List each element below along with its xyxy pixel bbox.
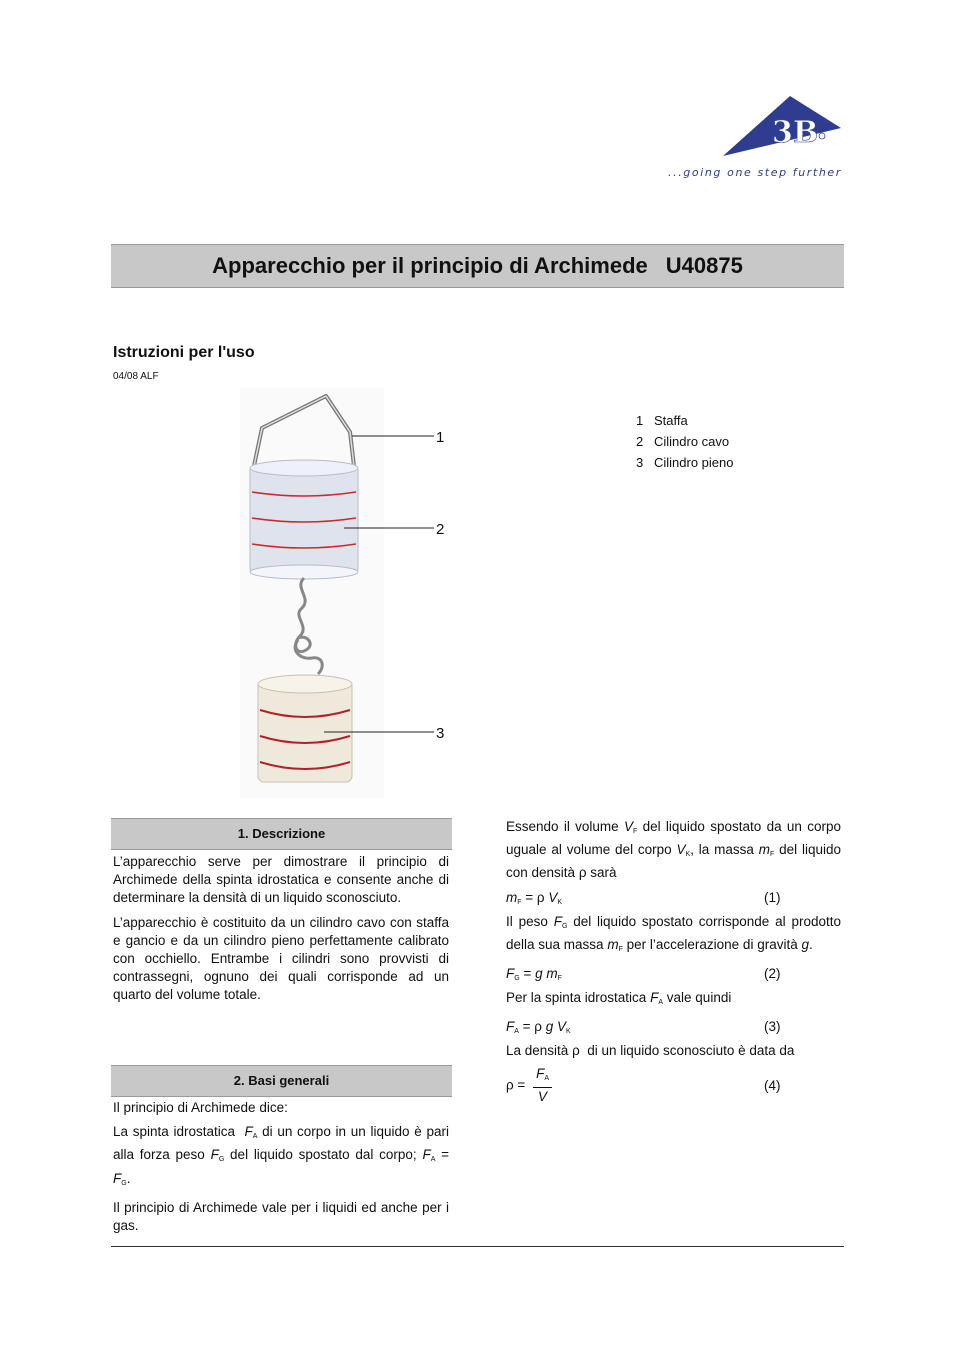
legend-item: 2 Cilindro cavo: [636, 434, 730, 449]
paragraph: La spinta idrostatica $F_A$ di un corpo in un liquido è pari alla forza peso $F_G$ del liquido spostato dal corpo; $F_A = F_G$.: [113, 1124, 449, 1187]
section-heading-basi: 2. Basi generali: [111, 1065, 452, 1097]
paragraph: Il peso $F_G$ del liquido spostato corrisponde al prodotto della sua massa $m_F$ per l’accelerazione di gravità g.: [506, 913, 841, 953]
paragraph: Il principio di Archimede vale per i liquidi ed anche per i gas.: [113, 1199, 449, 1234]
page-title: Apparecchio per il principio di Archimede: [212, 253, 648, 278]
paragraph: L’apparecchio è costituito da un cilindro cavo con staffa e gancio e da un cilindro pieno perfettamente calibrato con occhiello. Entrambe i cilindri sono provvisti di contrassegni, ognuno dei quali corrisponde ad un quarto del volume totale.: [113, 914, 449, 1003]
title-bar: [111, 244, 844, 288]
section-descrizione-body: [113, 853, 449, 1011]
apparatus-figure: [240, 388, 454, 798]
logo-brand: 3B: [772, 115, 819, 150]
footer-rule: [111, 1246, 844, 1247]
legend-item: 1 Staffa: [636, 413, 688, 428]
paragraph: L’apparecchio serve per dimostrare il principio di Archimede della spinta idrostatica e consente anche di determinare la densità di un liquido sconosciuto.: [113, 854, 449, 906]
doc-date: 04/08 ALF: [113, 371, 159, 382]
equation-2: $F_G = g$ $m_F$ (2): [506, 966, 781, 983]
paragraph: Il principio di Archimede dice:: [113, 1100, 288, 1115]
paragraph: Per la spinta idrostatica $F_A$ vale quindi: [506, 990, 732, 1007]
section-basi-body: [113, 1099, 449, 1241]
parts-legend: [636, 410, 734, 473]
subtitle: Istruzioni per l'uso: [113, 344, 255, 361]
figure-label-2: 2: [436, 521, 445, 538]
logo-tagline: ...going one step further: [668, 166, 842, 179]
formulas-column: [506, 818, 841, 1112]
equation-3: $F_A = \rho$ g $V_K$ (3): [506, 1019, 781, 1036]
figure-label-3: 3: [436, 725, 445, 742]
paragraph: La densità ρ di un liquido sconosciuto è data da: [506, 1043, 795, 1059]
equation-4: ρ = $\frac{F_A}{V}$ (4): [506, 1066, 781, 1105]
paragraph: Essendo il volume $V_F$ del liquido spostato da un corpo uguale al volume del corpo $V_K$, la massa $m_F$ del liquido con densità ρ sarà: [506, 819, 842, 881]
section-heading-descrizione: 1. Descrizione: [111, 818, 452, 850]
legend-item: 3 Cilindro pieno: [636, 455, 734, 470]
product-code: U40875: [665, 253, 743, 278]
figure-label-1: 1: [436, 429, 445, 446]
equation-1: $m_F = \rho$ $V_K$ (1): [506, 889, 781, 906]
